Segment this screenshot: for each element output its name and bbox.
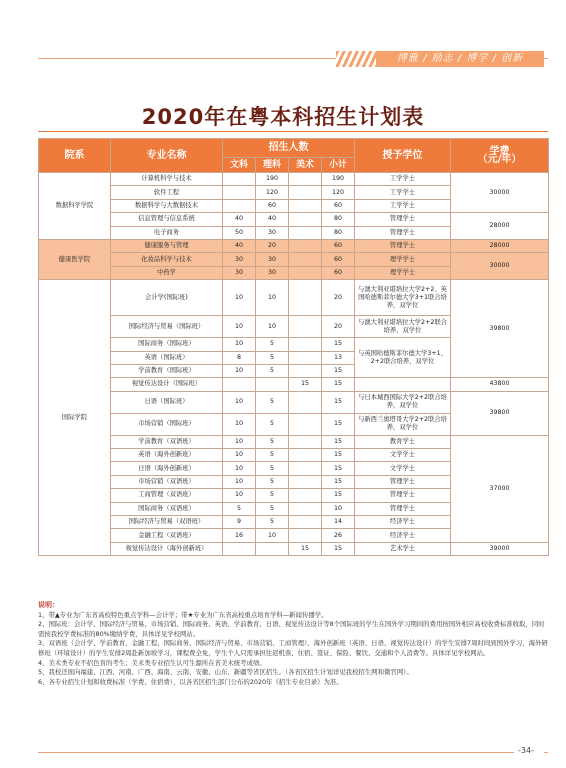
table-row xyxy=(39,378,549,391)
fine-arts-cell xyxy=(289,364,322,377)
fine-arts-cell xyxy=(289,239,322,252)
fine-arts-cell xyxy=(289,413,322,435)
dept-cell: 健康医学院 xyxy=(39,239,111,279)
note-item: 3、双语班（会计学、学前教育、金融工程、国际商务、国际经济与贸易、市场营销、工商管理）、海外创新班（英语、日语、视觉传达设计）的学生安排7周时间到国外学习，海外研修班（环境设计）的学生安排2周赴新加坡学习，课程费全免，学生个人只需承担往返机票、住宿、签证、保险、餐饮、交通和个人消费等。具体详见学校网站。 xyxy=(38,639,548,657)
arts-cell: 9 xyxy=(223,516,256,529)
degree-cell: 经济学士 xyxy=(355,529,451,542)
arts-cell: 10 xyxy=(223,462,256,475)
arts-cell: 10 xyxy=(223,316,256,338)
science-cell: 5 xyxy=(256,489,289,502)
subtotal-cell: 15 xyxy=(322,378,355,391)
fine-arts-cell xyxy=(289,253,322,266)
fee-cell: 28000 xyxy=(451,239,549,252)
header-plan: 招生人数 xyxy=(223,139,355,158)
arts-cell: 8 xyxy=(223,351,256,364)
header-fee xyxy=(451,139,549,173)
degree-cell: 工学学士 xyxy=(355,199,451,212)
arts-cell xyxy=(223,186,256,199)
arts-cell: 10 xyxy=(223,364,256,377)
major-cell: 国际商务（国际班） xyxy=(111,338,223,351)
major-cell: 日语（海外创新班） xyxy=(111,462,223,475)
subtotal-cell: 60 xyxy=(322,266,355,279)
fine-arts-cell xyxy=(289,266,322,279)
arts-cell: 10 xyxy=(223,475,256,488)
arts-cell xyxy=(223,542,256,555)
science-cell: 190 xyxy=(256,173,289,186)
degree-cell: 与澳大利亚堪培拉大学2+2、英国哈德斯菲尔德大学3+1联合培养，双学位 xyxy=(355,280,451,316)
major-cell: 市场营销（双语班） xyxy=(111,475,223,488)
science-cell: 5 xyxy=(256,435,289,448)
major-cell: 市场营销（国际班） xyxy=(111,413,223,435)
degree-cell: 与澳大利亚堪培拉大学2+2联合培养，双学位 xyxy=(355,316,451,338)
major-cell: 视觉传达设计（海外创新班） xyxy=(111,542,223,555)
major-cell: 英语（国际班） xyxy=(111,351,223,364)
subtotal-cell: 15 xyxy=(322,364,355,377)
subtotal-cell: 15 xyxy=(322,489,355,502)
major-cell: 英语（海外创新班） xyxy=(111,449,223,462)
fine-arts-cell xyxy=(289,316,322,338)
dept-cell: 数据科学学院 xyxy=(39,173,111,240)
subtotal-cell: 15 xyxy=(322,391,355,413)
major-cell: 工商管理（双语班） xyxy=(111,489,223,502)
science-cell: 5 xyxy=(256,364,289,377)
header-degree: 授予学位 xyxy=(355,139,451,173)
arts-cell xyxy=(223,173,256,186)
science-cell: 60 xyxy=(256,199,289,212)
table-row xyxy=(39,280,549,316)
subtotal-cell: 190 xyxy=(322,173,355,186)
fine-arts-cell xyxy=(289,502,322,515)
degree-cell: 管理学士 xyxy=(355,502,451,515)
major-cell: 国际经济与贸易（双语班） xyxy=(111,516,223,529)
table-row xyxy=(39,435,549,448)
subtotal-cell: 15 xyxy=(322,413,355,435)
major-cell: 国际经济与贸易（国际班） xyxy=(111,316,223,338)
fine-arts-cell: 15 xyxy=(289,542,322,555)
science-cell: 5 xyxy=(256,475,289,488)
degree-cell: 理学学士 xyxy=(355,266,451,279)
fee-cell: 43800 xyxy=(451,378,549,391)
degree-cell: 与新西兰奥塔哥大学2+2联合培养，双学位 xyxy=(355,413,451,435)
degree-cell: 艺术学士 xyxy=(355,542,451,555)
table-row xyxy=(39,253,549,266)
science-cell: 20 xyxy=(256,239,289,252)
notes-heading: 说明： xyxy=(38,601,59,609)
arts-cell: 10 xyxy=(223,435,256,448)
degree-cell xyxy=(355,378,451,391)
science-cell: 40 xyxy=(256,213,289,226)
subtotal-cell: 20 xyxy=(322,280,355,316)
fee-cell: 39800 xyxy=(451,391,549,435)
degree-cell: 管理学士 xyxy=(355,475,451,488)
note-item: 6、各专业招生计划和收费标准（学费、住宿费），以各省区招生部门公布的2020年《招生专业目录》为准。 xyxy=(38,677,343,686)
arts-cell: 10 xyxy=(223,280,256,316)
arts-cell: 40 xyxy=(223,213,256,226)
arts-cell: 10 xyxy=(223,413,256,435)
header-science: 理科 xyxy=(256,158,289,173)
note-item: 2、国际班：会计学、国际经济与贸易、市场营销、国际商务、英语、学前教育、日语、视觉传达设计等8个国际班的学生在国外学习期间的费用按国外相应高校收费标准收取，同时需按我校学费标准的80%缴纳学费，具体详见学校网站。 xyxy=(38,620,545,638)
fee-cell: 28000 xyxy=(451,213,549,240)
table-row xyxy=(39,173,549,186)
header-subtotal: 小计 xyxy=(322,158,355,173)
science-cell: 5 xyxy=(256,338,289,351)
science-cell: 120 xyxy=(256,186,289,199)
science-cell: 5 xyxy=(256,502,289,515)
science-cell: 30 xyxy=(256,226,289,239)
fine-arts-cell xyxy=(289,489,322,502)
fine-arts-cell xyxy=(289,475,322,488)
title-underline xyxy=(38,131,548,132)
subtotal-cell: 26 xyxy=(322,529,355,542)
fine-arts-cell xyxy=(289,213,322,226)
subtotal-cell: 80 xyxy=(322,226,355,239)
subtotal-cell: 80 xyxy=(322,213,355,226)
fine-arts-cell xyxy=(289,173,322,186)
header-dept: 院系 xyxy=(39,139,111,173)
fee-cell: 30000 xyxy=(451,253,549,280)
science-cell: 10 xyxy=(256,280,289,316)
subtotal-cell: 10 xyxy=(322,502,355,515)
science-cell: 5 xyxy=(256,449,289,462)
arts-cell: 5 xyxy=(223,502,256,515)
header-fee-label: 学费 xyxy=(489,145,510,157)
subtotal-cell: 15 xyxy=(322,338,355,351)
degree-cell: 管理学士 xyxy=(355,239,451,252)
science-cell: 5 xyxy=(256,413,289,435)
fine-arts-cell xyxy=(289,199,322,212)
school-motto: 博雅 / 励志 / 博学 / 创新 xyxy=(376,51,544,67)
major-cell: 软件工程 xyxy=(111,186,223,199)
subtotal-cell: 20 xyxy=(322,316,355,338)
header-fine-arts: 美术 xyxy=(289,158,322,173)
fine-arts-cell xyxy=(289,226,322,239)
arts-cell: 10 xyxy=(223,391,256,413)
arts-cell: 50 xyxy=(223,226,256,239)
motto-decoration xyxy=(336,51,376,67)
science-cell xyxy=(256,542,289,555)
major-cell: 健康服务与管理 xyxy=(111,239,223,252)
arts-cell: 16 xyxy=(223,529,256,542)
degree-cell: 与英国哈德斯菲尔德大学3+1、2+2联合培养，双学位 xyxy=(355,338,451,378)
degree-cell: 文学学士 xyxy=(355,449,451,462)
degree-cell: 文学学士 xyxy=(355,462,451,475)
arts-cell xyxy=(223,378,256,391)
subtotal-cell: 60 xyxy=(322,239,355,252)
fee-cell: 37000 xyxy=(451,435,549,542)
notes-section xyxy=(38,601,550,687)
degree-cell: 理学学士 xyxy=(355,253,451,266)
subtotal-cell: 13 xyxy=(322,351,355,364)
table-row xyxy=(39,239,549,252)
major-cell: 数据科学与大数据技术 xyxy=(111,199,223,212)
note-item: 4、美术类专业不招色盲的考生；美术类专业招生认可生源所在省美术统考成绩。 xyxy=(38,658,266,667)
subtotal-cell: 120 xyxy=(322,186,355,199)
arts-cell: 30 xyxy=(223,266,256,279)
major-cell: 会计学(国际班) xyxy=(111,280,223,316)
major-cell: 中药学 xyxy=(111,266,223,279)
subtotal-cell: 15 xyxy=(322,475,355,488)
degree-cell: 教育学士 xyxy=(355,435,451,448)
fine-arts-cell: 15 xyxy=(289,378,322,391)
science-cell: 10 xyxy=(256,529,289,542)
dept-cell: 国际学院 xyxy=(39,280,111,556)
major-cell: 信息管理与信息系统 xyxy=(111,213,223,226)
degree-cell: 工学学士 xyxy=(355,186,451,199)
arts-cell xyxy=(223,199,256,212)
fine-arts-cell xyxy=(289,280,322,316)
table-row xyxy=(39,542,549,555)
degree-cell: 经济学士 xyxy=(355,516,451,529)
arts-cell: 10 xyxy=(223,449,256,462)
science-cell: 5 xyxy=(256,351,289,364)
fine-arts-cell xyxy=(289,351,322,364)
subtotal-cell: 60 xyxy=(322,199,355,212)
science-cell: 5 xyxy=(256,516,289,529)
subtotal-cell: 15 xyxy=(322,462,355,475)
arts-cell: 40 xyxy=(223,239,256,252)
table-row xyxy=(39,391,549,413)
fine-arts-cell xyxy=(289,516,322,529)
science-cell: 30 xyxy=(256,253,289,266)
science-cell: 30 xyxy=(256,266,289,279)
degree-cell: 管理学士 xyxy=(355,226,451,239)
header-arts: 文科 xyxy=(223,158,256,173)
subtotal-cell: 60 xyxy=(322,253,355,266)
fee-cell: 39000 xyxy=(451,542,549,555)
enrollment-plan-table xyxy=(38,138,549,556)
degree-cell: 与日本城西国际大学2+2联合培养，双学位 xyxy=(355,391,451,413)
footer-rule xyxy=(38,752,548,753)
fine-arts-cell xyxy=(289,449,322,462)
subtotal-cell: 15 xyxy=(322,449,355,462)
major-cell: 化妆品科学与技术 xyxy=(111,253,223,266)
science-cell xyxy=(256,378,289,391)
fee-cell: 39800 xyxy=(451,280,549,378)
degree-cell: 管理学士 xyxy=(355,489,451,502)
fee-cell: 30000 xyxy=(451,173,549,213)
degree-cell: 工学学士 xyxy=(355,173,451,186)
note-item: 5、我校还面向福建、江西、河南、广西、海南、云南、安徽、山东、新疆等省区招生。（各省区招生计划详见我校招生网和微官网）。 xyxy=(38,668,413,677)
fine-arts-cell xyxy=(289,435,322,448)
subtotal-cell: 15 xyxy=(322,435,355,448)
science-cell: 5 xyxy=(256,391,289,413)
major-cell: 学前教育（双语班） xyxy=(111,435,223,448)
fine-arts-cell xyxy=(289,529,322,542)
page-number: -34- xyxy=(518,746,534,755)
major-cell: 国际商务（双语班） xyxy=(111,502,223,515)
fine-arts-cell xyxy=(289,462,322,475)
subtotal-cell: 15 xyxy=(322,542,355,555)
arts-cell: 10 xyxy=(223,338,256,351)
header-fee-unit: （元/年） xyxy=(477,153,522,165)
arts-cell: 10 xyxy=(223,489,256,502)
science-cell: 5 xyxy=(256,462,289,475)
major-cell: 电子商务 xyxy=(111,226,223,239)
table-row xyxy=(39,213,549,226)
major-cell: 日语（国际班） xyxy=(111,391,223,413)
degree-cell: 管理学士 xyxy=(355,213,451,226)
major-cell: 计算机科学与技术 xyxy=(111,173,223,186)
subtotal-cell: 14 xyxy=(322,516,355,529)
major-cell: 学前教育（国际班） xyxy=(111,364,223,377)
fine-arts-cell xyxy=(289,391,322,413)
arts-cell: 30 xyxy=(223,253,256,266)
science-cell: 10 xyxy=(256,316,289,338)
page-title: 2020年在粤本科招生计划表 xyxy=(141,105,425,129)
fine-arts-cell xyxy=(289,338,322,351)
fine-arts-cell xyxy=(289,186,322,199)
major-cell: 视觉传达设计（国际班） xyxy=(111,378,223,391)
major-cell: 金融工程（双语班） xyxy=(111,529,223,542)
note-item: 1、带▲专业为广东省高校特色重点学科—会计学；带★专业为广东省高校重点培育学科—新闻传播学。 xyxy=(38,610,328,619)
header-major: 专业名称 xyxy=(111,139,223,173)
